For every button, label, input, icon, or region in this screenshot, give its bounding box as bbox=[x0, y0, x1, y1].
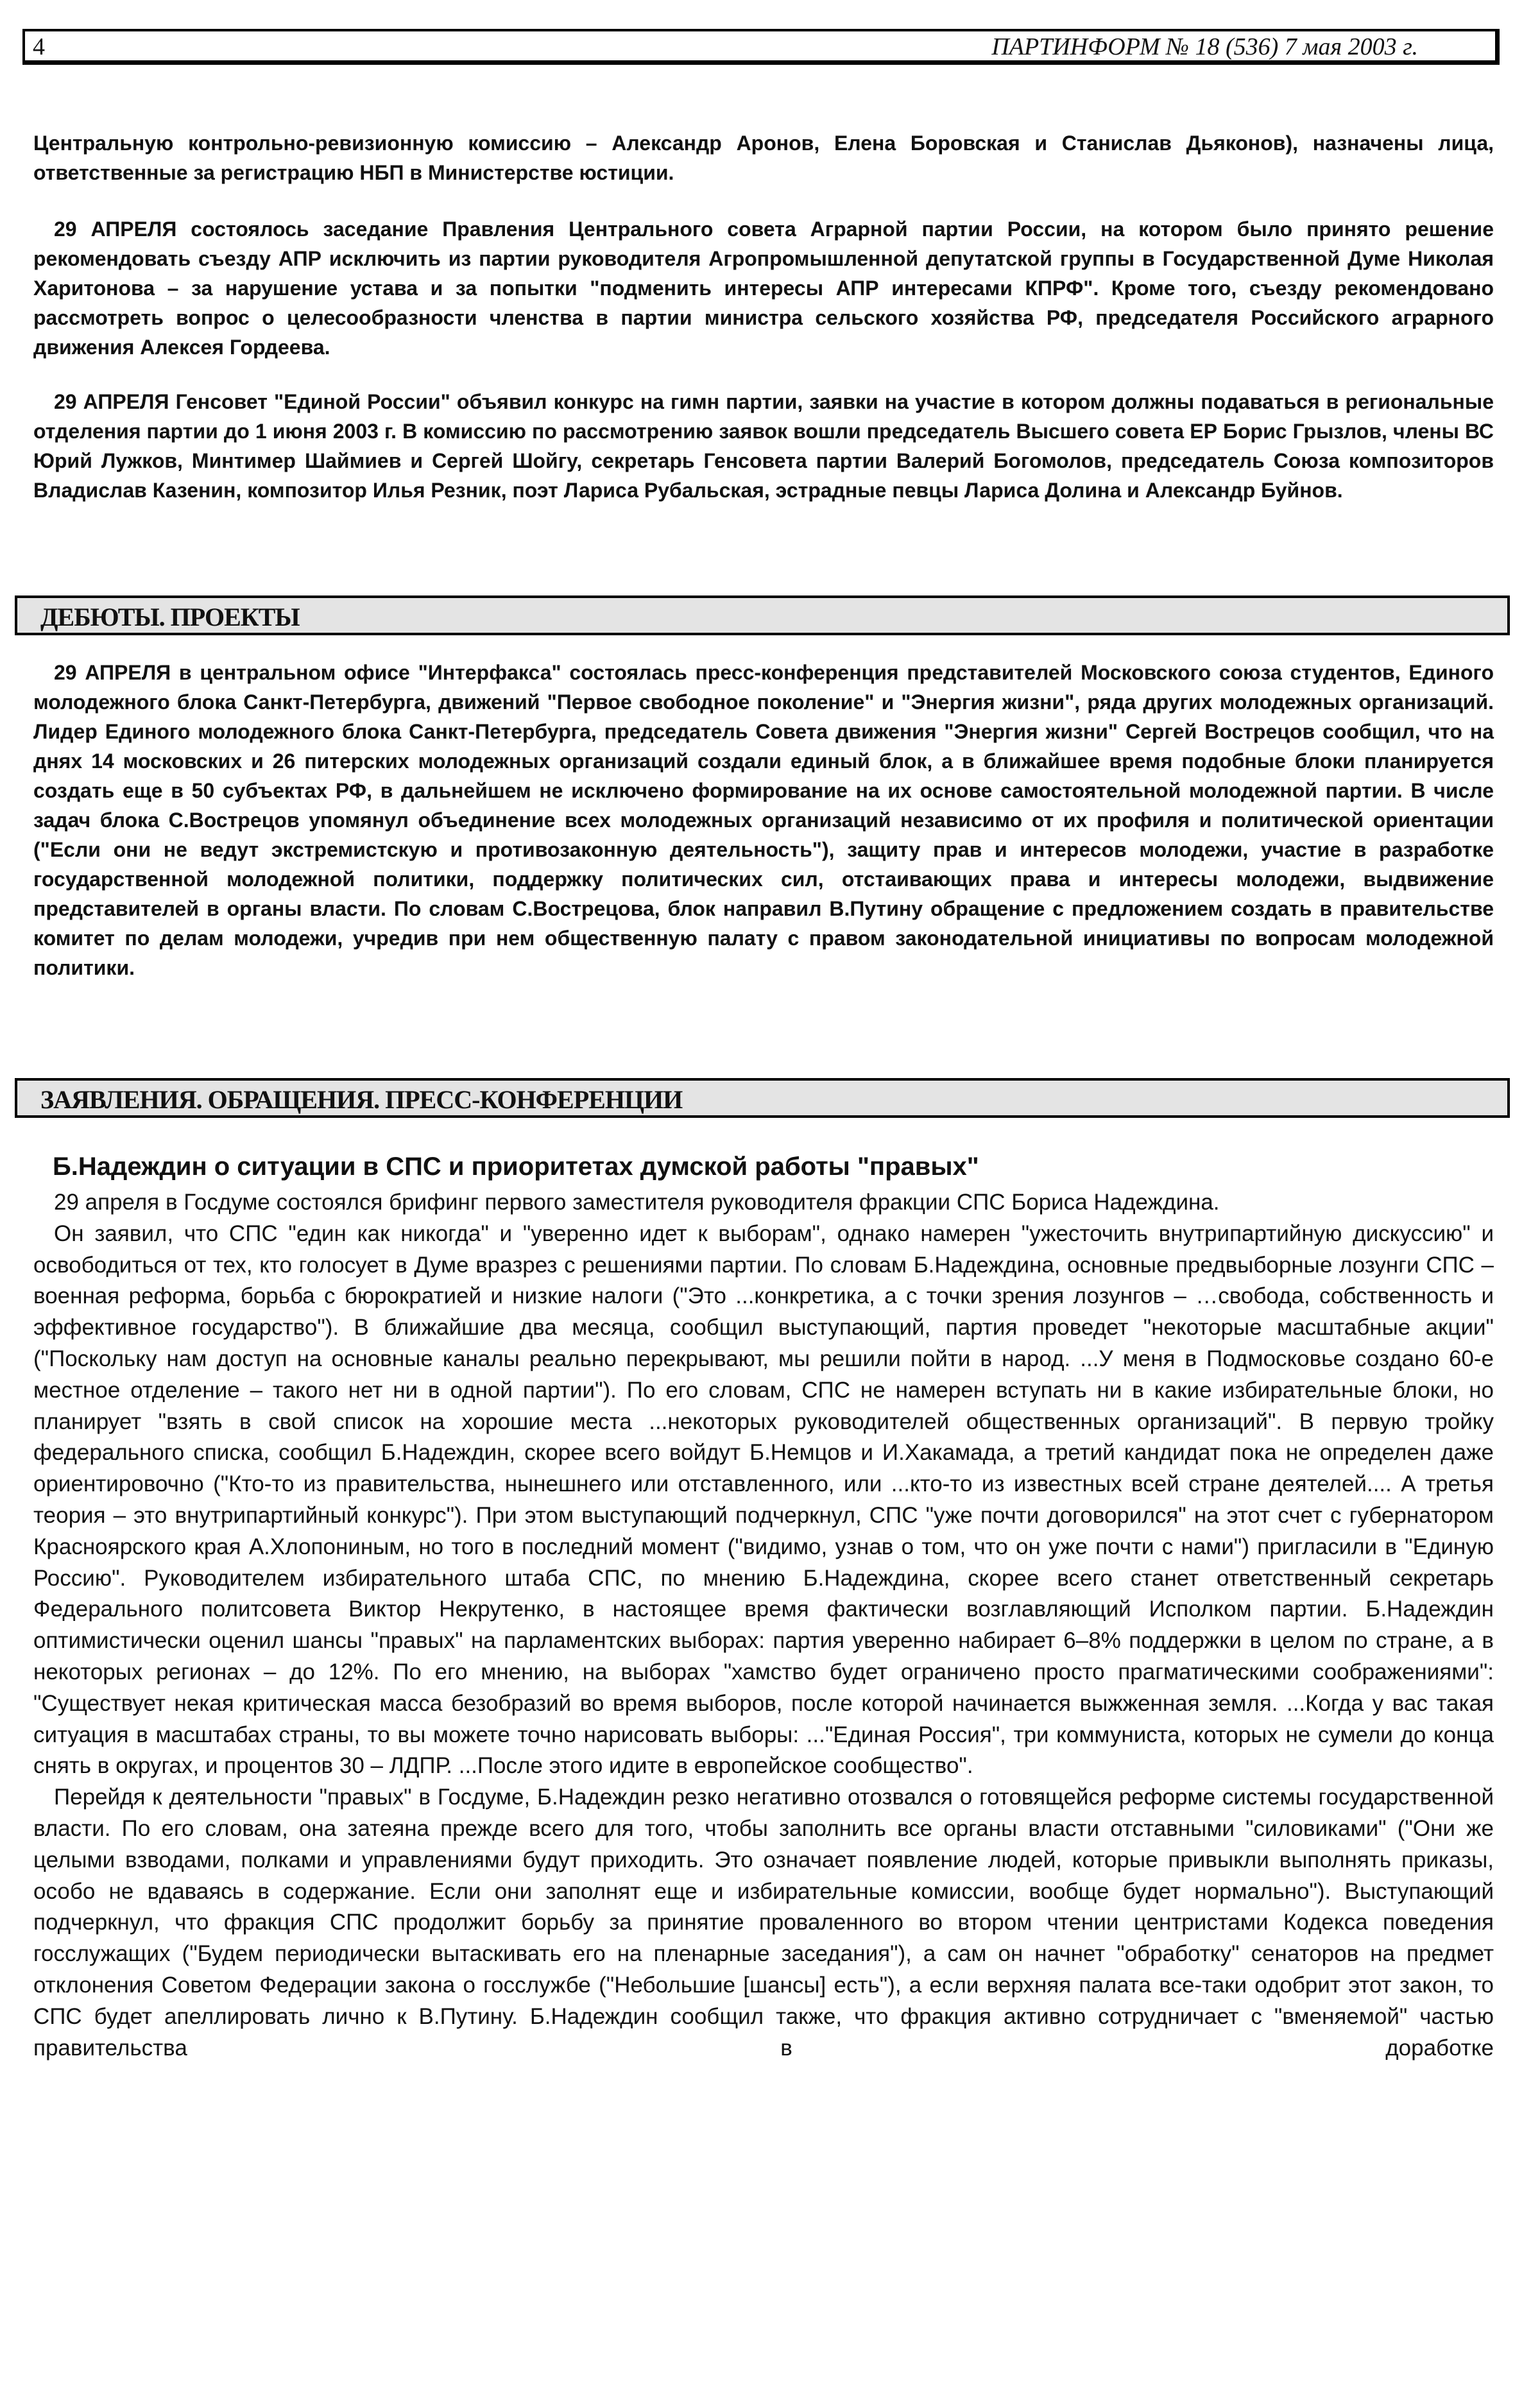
section-title: ЗАЯВЛЕНИЯ. ОБРАЩЕНИЯ. ПРЕСС-КОНФЕРЕНЦИИ bbox=[40, 1085, 683, 1114]
article-headline: Б.Надеждин о ситуации в СПС и приоритетах думской работы "правых" bbox=[53, 1152, 979, 1181]
article-paragraph: Перейдя к деятельности "правых" в Госдуме, Б.Надеждин резко негативно отозвался о готовящейся реформе системы государственной власти. По его словам, она затеяна прежде всего для того, чтобы заполнить все органы власти отставными "силовиками" ("Они же целыми взводами, полками и управлениями будут приходить. Это означает появление людей, которые привыкли выполнять приказы, особо не вдаваясь в содержание. Если они заполнят еще и избирательные комиссии, вообще будет нормально"). Выступающий подчеркнул, что фракция СПС продолжит борьбу за принятие проваленного во втором чтении центристами Кодекса поведения госслужащих ("Будем периодически вытаскивать его на пленарные заседания"), а сам он начнет "обработку" сенаторов на предмет отклонения Советом Федерации закона о госслужбе ("Небольшие [шансы] есть"), а если верхняя палата все-таки одобрит этот закон, то СПС будет апеллировать лично к В.Путину. Б.Надеждин сообщил также, что фракция активно сотрудничает с "вменяемой" частью правительства в доработке bbox=[33, 1785, 1494, 2061]
news-paragraph: 29 АПРЕЛЯ Генсовет "Единой России" объявил конкурс на гимн партии, заявки на участие в котором должны подаваться в региональные отделения партии до 1 июня 2003 г. В комиссию по рассмотрению заявок вошли председатель Высшего совета ЕР Борис Грызлов, члены ВС Юрий Лужков, Минтимер Шаймиев и Сергей Шойгу, секретарь Генсовета партии Валерий Богомолов, председатель Союза композиторов Владислав Казенин, композитор Илья Резник, поэт Лариса Рубальская, эстрадные певцы Лариса Долина и Александр Буйнов. bbox=[33, 390, 1494, 502]
page-header bbox=[22, 29, 1500, 65]
news-paragraph: 29 АПРЕЛЯ в центральном офисе "Интерфакса" состоялась пресс-конференция представителей Московского союза студентов, Единого молодежного блока Санкт-Петербурга, движений "Первое свободное поколение" и "Энергия жизни", ряда других молодежных организаций. Лидер Единого молодежного блока Санкт-Петербурга, председатель Совета движения "Энергия жизни" Сергей Вострецов сообщил, что на днях 14 московских и 26 питерских молодежных организаций создали единый блок, а в ближайшее время подобные блоки планируется создать еще в 50 субъектах РФ, в дальнейшем не исключено формирование на их основе самостоятельной молодежной партии. В числе задач блока С.Вострецов упомянул объединение всех молодежных организаций независимо от их профиля и политической ориентации ("Если они не ведут экстремистскую и противозаконную деятельность"), защиту прав и интересов молодежи, участие в разработке государственной молодежной политики, поддержку политических сил, отстаивающих права и интересы молодежи, выдвижение представителей в органы власти. По словам С.Вострецова, блок направил В.Путину обращение с предложением создать в правительстве комитет по делам молодежи, учредив при нем общественную палату с правом законодательной инициативы по вопросам молодежной политики. bbox=[33, 661, 1494, 979]
section-title: ДЕБЮТЫ. ПРОЕКТЫ bbox=[40, 603, 300, 631]
news-paragraph: Центральную контрольно-ревизионную комиссию – Александр Аронов, Елена Боровская и Станислав Дьяконов), назначены лица, ответственные за регистрацию НБП в Министерстве юстиции. bbox=[33, 132, 1494, 184]
news-paragraph: 29 АПРЕЛЯ состоялось заседание Правления Центрального совета Аграрной партии России, на котором было принято решение рекомендовать съезду АПР исключить из партии руководителя Агропромышленной депутатской группы в Государственной Думе Николая Харитонова – за нарушение устава и за попытки "подменить интересы АПР интересами КПРФ". Кроме того, съезду рекомендовано рассмотреть вопрос о целесообразности членства в партии министра сельского хозяйства РФ, председателя Российского аграрного движения Алексея Гордеева. bbox=[33, 218, 1494, 359]
article-body bbox=[33, 1187, 1494, 2064]
page-number: 4 bbox=[33, 33, 45, 60]
section-header-statements bbox=[15, 1078, 1510, 1118]
article-paragraph: 29 апреля в Госдуме состоялся брифинг первого заместителя руководителя фракции СПС Бориса Надеждина. bbox=[54, 1190, 1220, 1215]
article-paragraph: Он заявил, что СПС "един как никогда" и "уверенно идет к выборам", однако намерен "ужесточить внутрипартийную дискуссию" и освободиться от тех, кто голосует в Думе вразрез с решениями партии. По словам Б.Надеждина, основные предвыборные лозунги СПС – военная реформа, борьба с бюрократией и низкие налоги ("Это ...конкретика, а с точки зрения лозунгов – …свобода, собственность и эффективное государство"). В ближайшие два месяца, сообщил выступающий, партия проведет "некоторые масштабные акции" ("Поскольку нам доступ на основные каналы реально перекрывают, мы решили пойти в народ. ...У меня в Подмосковье создано 60-е местное отделение – такого нет ни в одной партии"). По его словам, СПС не намерен вступать ни в какие избирательные блоки, но планирует "взять в свой список на хорошие места ...некоторых руководителей общественных организаций". В первую тройку федерального списка, сообщил Б.Надеждин, скорее всего войдут Б.Немцов и И.Хакамада, а третий кандидат пока не определен даже ориентировочно ("Кто-то из правительства, нынешнего или отставленного, или ...кто-то из известных всей стране деятелей.... А третья теория – это внутрипартийный конкурс"). При этом выступающий подчеркнул, СПС "уже почти договорился" на этот счет с губернатором Красноярского края А.Хлопониным, но того в последний момент ("видимо, узнав о том, что он уже почти с нами") пригласили в "Единую Россию". Руководителем избирательного штаба СПС, по мнению Б.Надеждина, скорее всего станет ответственный секретарь Федерального политсовета Виктор Некрутенко, в настоящее время фактически возглавляющий Исполком партии. Б.Надеждин оптимистически оценил шансы "правых" на парламентских выборах: партия уверенно набирает 6–8% поддержки в целом по стране, а в некоторых регионах – до 12%. По его мнению, на выборах "хамство будет ограничено просто прагматическими соображениями": "Существует некая критическая масса безобразий во время выборов, после которой начинается выжженная земля. ...Когда у вас такая ситуация в масштабах страны, то вы можете точно нарисовать выборы: ..."Единая Россия", три коммуниста, которых не сумели до конца снять в округах, и процентов 30 – ЛДПР. ...После этого идите в европейское сообщество". bbox=[33, 1221, 1494, 1779]
section-header-debuts bbox=[15, 596, 1510, 635]
publication-title: ПАРТИНФОРМ № 18 (536) 7 мая 2003 г. bbox=[991, 33, 1418, 60]
